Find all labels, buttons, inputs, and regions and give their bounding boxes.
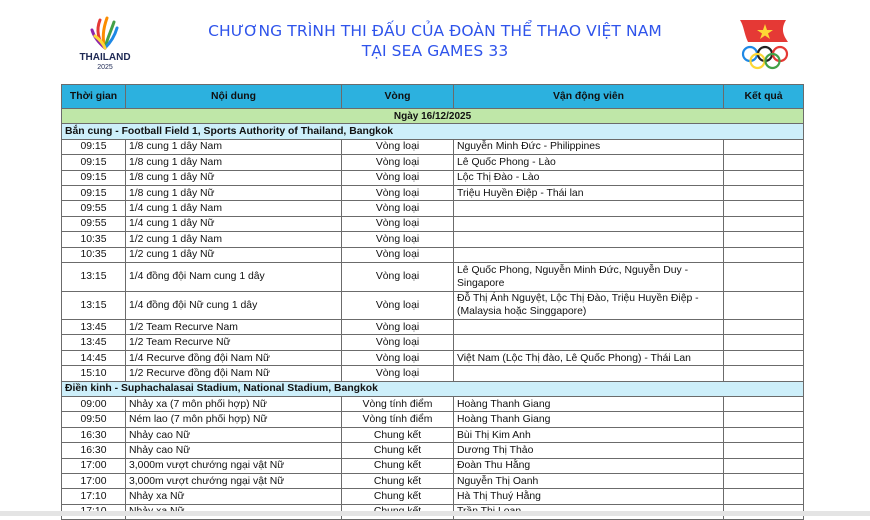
round-cell: Vòng loại <box>342 201 454 216</box>
time-cell: 13:15 <box>62 291 126 320</box>
time-cell: 10:35 <box>62 247 126 262</box>
round-cell: Vòng tính điểm <box>342 397 454 412</box>
athlete-cell <box>454 201 724 216</box>
col-header-round: Vòng <box>342 85 454 109</box>
result-cell <box>724 232 804 247</box>
table-row <box>62 139 804 154</box>
result-cell <box>724 155 804 170</box>
page-bottom-edge <box>0 511 870 516</box>
table-row <box>62 412 804 427</box>
page-title: CHƯƠNG TRÌNH THI ĐẤU CỦA ĐOÀN THỂ THAO VIỆT NAM <box>208 22 662 40</box>
table-row <box>62 291 804 320</box>
table-row <box>62 216 804 231</box>
round-cell: Vòng loại <box>342 185 454 200</box>
athlete-cell: Nguyễn Minh Đức - Philippines <box>454 139 724 154</box>
time-cell: 09:15 <box>62 170 126 185</box>
round-cell: Vòng loại <box>342 247 454 262</box>
round-cell: Vòng loại <box>342 232 454 247</box>
time-cell: 09:15 <box>62 139 126 154</box>
table-row <box>62 366 804 381</box>
schedule-body <box>62 109 804 520</box>
event-cell: Nhảy xa Nữ <box>126 489 342 504</box>
time-cell: 09:00 <box>62 397 126 412</box>
event-cell: 1/2 cung 1 dây Nam <box>126 232 342 247</box>
table-row <box>62 335 804 350</box>
table-row <box>62 185 804 200</box>
athlete-cell <box>454 366 724 381</box>
athlete-cell: Lộc Thị Đào - Lào <box>454 170 724 185</box>
time-cell: 16:30 <box>62 427 126 442</box>
athlete-cell <box>454 335 724 350</box>
round-cell: Vòng loại <box>342 320 454 335</box>
round-cell: Chung kết <box>342 474 454 489</box>
table-row <box>62 443 804 458</box>
event-cell: 1/4 đồng đội Nữ cung 1 dây <box>126 291 342 320</box>
time-cell: 10:35 <box>62 232 126 247</box>
time-cell: 13:15 <box>62 262 126 291</box>
event-cell: 1/8 cung 1 dây Nữ <box>126 170 342 185</box>
date-label: Ngày 16/12/2025 <box>62 109 804 124</box>
athlete-cell <box>454 216 724 231</box>
result-cell <box>724 366 804 381</box>
round-cell: Vòng tính điểm <box>342 412 454 427</box>
table-row <box>62 170 804 185</box>
time-cell: 16:30 <box>62 443 126 458</box>
round-cell: Vòng loại <box>342 216 454 231</box>
round-cell: Vòng loại <box>342 262 454 291</box>
time-cell: 09:50 <box>62 412 126 427</box>
result-cell <box>724 412 804 427</box>
round-cell: Vòng loại <box>342 170 454 185</box>
event-cell: 1/8 cung 1 dây Nữ <box>126 185 342 200</box>
event-cell: 3,000m vượt chướng ngại vật Nữ <box>126 458 342 473</box>
event-cell: 1/8 cung 1 dây Nam <box>126 155 342 170</box>
athlete-cell: Lê Quốc Phong - Lào <box>454 155 724 170</box>
logo-year: 2025 <box>97 64 113 71</box>
table-row <box>62 458 804 473</box>
table-row <box>62 232 804 247</box>
section-title: Bắn cung - Football Field 1, Sports Authority of Thailand, Bangkok <box>62 124 804 139</box>
table-header-row <box>62 85 804 109</box>
section-title: Điền kinh - Suphachalasai Stadium, National Stadium, Bangkok <box>62 381 804 396</box>
col-header-athlete: Vận động viên <box>454 85 724 109</box>
result-cell <box>724 139 804 154</box>
table-row <box>62 350 804 365</box>
event-cell: Nhảy cao Nữ <box>126 427 342 442</box>
athlete-cell: Hoàng Thanh Giang <box>454 412 724 427</box>
col-header-time: Thời gian <box>62 85 126 109</box>
time-cell: 14:45 <box>62 350 126 365</box>
result-cell <box>724 474 804 489</box>
time-cell: 15:10 <box>62 366 126 381</box>
round-cell: Vòng loại <box>342 291 454 320</box>
time-cell: 17:00 <box>62 474 126 489</box>
section-row <box>62 124 804 139</box>
event-cell: 1/4 Recurve đồng đội Nam Nữ <box>126 350 342 365</box>
result-cell <box>724 350 804 365</box>
time-cell: 09:15 <box>62 185 126 200</box>
olympic-committee-logo <box>736 18 794 72</box>
round-cell: Vòng loại <box>342 139 454 154</box>
result-cell <box>724 291 804 320</box>
round-cell: Vòng loại <box>342 335 454 350</box>
event-cell: Ném lao (7 môn phối hợp) Nữ <box>126 412 342 427</box>
table-row <box>62 320 804 335</box>
athlete-cell <box>454 232 724 247</box>
table-row <box>62 427 804 442</box>
result-cell <box>724 170 804 185</box>
result-cell <box>724 262 804 291</box>
date-row <box>62 109 804 124</box>
result-cell <box>724 335 804 350</box>
logo-text: THAILAND <box>79 52 131 63</box>
time-cell: 09:55 <box>62 216 126 231</box>
table-row <box>62 247 804 262</box>
col-header-result: Kết quả <box>724 85 804 109</box>
round-cell: Chung kết <box>342 427 454 442</box>
event-cell: 1/2 Team Recurve Nữ <box>126 335 342 350</box>
athlete-cell: Dương Thị Thảo <box>454 443 724 458</box>
table-row <box>62 201 804 216</box>
athlete-cell: Triệu Huyền Điệp - Thái lan <box>454 185 724 200</box>
schedule-table <box>61 84 804 520</box>
athlete-cell: Đỗ Thị Ánh Nguyệt, Lộc Thị Đào, Triệu Huyền Điệp - (Malaysia hoặc Singgapore) <box>454 291 724 320</box>
table-row <box>62 155 804 170</box>
event-cell: 1/8 cung 1 dây Nam <box>126 139 342 154</box>
athlete-cell: Bùi Thị Kim Anh <box>454 427 724 442</box>
time-cell: 13:45 <box>62 320 126 335</box>
result-cell <box>724 443 804 458</box>
document-header <box>0 0 870 84</box>
time-cell: 17:00 <box>62 458 126 473</box>
athlete-cell: Nguyễn Thị Oanh <box>454 474 724 489</box>
table-row <box>62 489 804 504</box>
round-cell: Chung kết <box>342 489 454 504</box>
round-cell: Vòng loại <box>342 366 454 381</box>
result-cell <box>724 427 804 442</box>
section-row <box>62 381 804 396</box>
event-cell: Nhảy xa (7 môn phối hợp) Nữ <box>126 397 342 412</box>
vietnam-olympic-icon <box>736 18 794 72</box>
event-cell: 1/4 cung 1 dây Nữ <box>126 216 342 231</box>
result-cell <box>724 320 804 335</box>
event-cell: 1/4 đồng đội Nam cung 1 dây <box>126 262 342 291</box>
page-subtitle: TẠI SEA GAMES 33 <box>361 42 509 60</box>
athlete-cell: Đoàn Thu Hằng <box>454 458 724 473</box>
result-cell <box>724 201 804 216</box>
time-cell: 17:10 <box>62 489 126 504</box>
athlete-cell <box>454 320 724 335</box>
time-cell: 13:45 <box>62 335 126 350</box>
round-cell: Chung kết <box>342 458 454 473</box>
round-cell: Vòng loại <box>342 350 454 365</box>
round-cell: Vòng loại <box>342 155 454 170</box>
result-cell <box>724 247 804 262</box>
table-row <box>62 474 804 489</box>
event-cell: 1/4 cung 1 dây Nam <box>126 201 342 216</box>
time-cell: 09:55 <box>62 201 126 216</box>
result-cell <box>724 489 804 504</box>
event-cell: Nhảy cao Nữ <box>126 443 342 458</box>
round-cell: Chung kết <box>342 443 454 458</box>
athlete-cell <box>454 247 724 262</box>
time-cell: 09:15 <box>62 155 126 170</box>
athlete-cell: Lê Quốc Phong, Nguyễn Minh Đức, Nguyễn Duy - Singapore <box>454 262 724 291</box>
result-cell <box>724 397 804 412</box>
result-cell <box>724 216 804 231</box>
athlete-cell: Việt Nam (Lộc Thị đào, Lê Quốc Phong) - Thái Lan <box>454 350 724 365</box>
event-cell: 1/2 cung 1 dây Nữ <box>126 247 342 262</box>
event-cell: 3,000m vượt chướng ngại vật Nữ <box>126 474 342 489</box>
athlete-cell: Hà Thị Thuý Hằng <box>454 489 724 504</box>
athlete-cell: Hoàng Thanh Giang <box>454 397 724 412</box>
event-cell: 1/2 Team Recurve Nam <box>126 320 342 335</box>
event-cell: 1/2 Recurve đồng đội Nam Nữ <box>126 366 342 381</box>
col-header-event: Nội dung <box>126 85 342 109</box>
table-row <box>62 397 804 412</box>
result-cell <box>724 185 804 200</box>
table-row <box>62 262 804 291</box>
result-cell <box>724 458 804 473</box>
